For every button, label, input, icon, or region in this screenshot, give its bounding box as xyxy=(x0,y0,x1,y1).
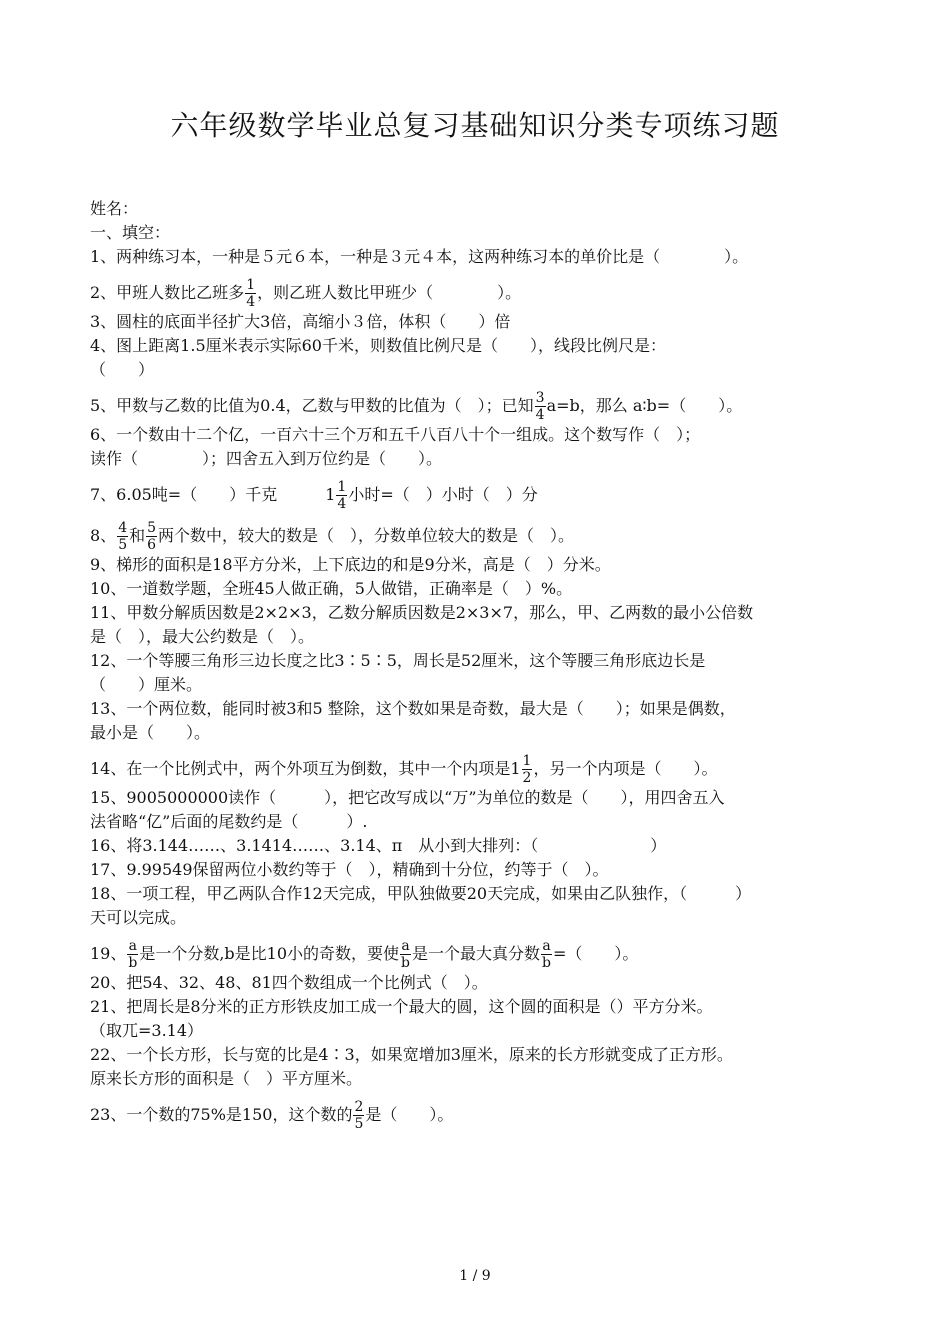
question-14-fraction xyxy=(522,753,533,786)
question-21-line-2: （取兀=3.14） xyxy=(90,1021,204,1040)
fraction-denominator: b xyxy=(542,955,551,971)
question-8-fraction-2 xyxy=(146,520,157,553)
question-13-line-1: 13、一个两位数，能同时被3和5 整除，这个数如果是奇数，最大是（ ）；如果是偶数， xyxy=(90,699,736,718)
question-11-line-1: 11、甲数分解质因数是2×2×3，乙数分解质因数是2×3×7，那么，甲、乙两数的最小公倍数 xyxy=(90,603,754,622)
fraction-numerator: 1 xyxy=(337,479,347,495)
fraction-numerator: 4 xyxy=(118,520,128,536)
question-17: 17、9.99549保留两位小数约等于（ ），精确到十分位，约等于（ ）。 xyxy=(90,860,609,879)
question-4-line-2: （ ） xyxy=(90,360,155,379)
question-10: 10、一道数学题，全班45人做正确，5人做错，正确率是（ ）%。 xyxy=(90,579,573,598)
question-4-line-1: 4、图上距离1.5厘米表示实际60千米，则数值比例尺是（ ），线段比例尺是： xyxy=(90,336,666,355)
fraction-numerator: a xyxy=(542,938,551,954)
question-7-text-post: 小时=（ ）小时（ ）分 xyxy=(348,485,538,504)
question-8-fraction-1 xyxy=(117,520,128,553)
fraction-denominator: 4 xyxy=(246,294,256,310)
question-5-fraction xyxy=(535,390,546,423)
question-19-text-pre: 19、 xyxy=(90,944,127,963)
question-19-fraction-2 xyxy=(400,938,411,971)
fraction-denominator: b xyxy=(401,955,411,971)
question-23-text-post: 是（ ）。 xyxy=(365,1105,454,1124)
fraction-numerator: a xyxy=(401,938,410,954)
question-2-text-post: ，则乙班人数比甲班少（ ）。 xyxy=(257,283,522,302)
question-23-text-pre: 23、一个数的75%是150，这个数的 xyxy=(90,1105,353,1124)
fraction-denominator: 2 xyxy=(522,770,532,786)
question-19-fraction-3 xyxy=(541,938,552,971)
question-22-line-2: 原来长方形的面积是（ ）平方厘米。 xyxy=(90,1069,363,1088)
fraction-numerator: 2 xyxy=(354,1099,364,1115)
name-label: 姓名： xyxy=(90,199,139,218)
question-19-text-post: =（ ）。 xyxy=(553,944,639,963)
question-7 xyxy=(90,479,880,512)
question-12-line-2: （ ）厘米。 xyxy=(90,675,203,694)
question-19-text-mid-2: 是一个最大真分数 xyxy=(412,944,541,963)
question-14-text-pre: 14、在一个比例式中，两个外项互为倒数，其中一个内项是1 xyxy=(90,759,521,778)
question-5-text-post: a=b，那么 a∶b=（ ）。 xyxy=(546,396,743,415)
question-15-line-2: 法省略“亿”后面的尾数约是（ ）. xyxy=(90,812,368,831)
question-7-fraction xyxy=(336,479,347,512)
fraction-denominator: 6 xyxy=(147,537,157,553)
fraction-denominator: 4 xyxy=(535,407,545,423)
question-2-text-pre: 2、甲班人数比乙班多 xyxy=(90,283,245,302)
fraction-numerator: a xyxy=(128,938,138,954)
question-8 xyxy=(90,520,880,553)
question-12-line-1: 12、一个等腰三角形三边长度之比3∶5∶5，周长是52厘米，这个等腰三角形底边长是 xyxy=(90,651,706,670)
question-15-line-1: 15、9005000000读作（ ），把它改写成以“万”为单位的数是（ ），用四舍五入 xyxy=(90,788,725,807)
question-19 xyxy=(90,938,880,971)
question-2 xyxy=(90,277,880,310)
question-16: 16、将3.144……、3.1414……、3.14、π 从小到大排列：（ ） xyxy=(90,836,667,855)
question-19-fraction-1 xyxy=(127,938,138,971)
question-8-text-mid: 和 xyxy=(129,526,146,545)
question-19-text-mid-1: 是一个分数,b是比10小的奇数，要使 xyxy=(139,944,400,963)
fraction-denominator: 4 xyxy=(337,496,347,512)
question-21-line-1: 21、把周长是8分米的正方形铁皮加工成一个最大的圆，这个圆的面积是（）平方分米。 xyxy=(90,997,713,1016)
section-heading: 一、填空： xyxy=(90,223,171,242)
question-5-text-pre: 5、甲数与乙数的比值为0.4，乙数与甲数的比值为（ ）；已知 xyxy=(90,396,534,415)
fraction-denominator: b xyxy=(128,955,138,971)
question-1: 1、两种练习本，一种是５元６本，一种是３元４本，这两种练习本的单价比是（ ）。 xyxy=(90,247,749,266)
fraction-denominator: 5 xyxy=(118,537,128,553)
question-20: 20、把54、32、48、81四个数组成一个比例式（ ）。 xyxy=(90,973,488,992)
question-14-text-post: ，另一个内项是（ ）。 xyxy=(533,759,718,778)
question-11-line-2: 是（ ），最大公约数是（ ）。 xyxy=(90,627,315,646)
question-13-line-2: 最小是（ ）。 xyxy=(90,723,211,742)
question-7-text-pre: 7、6.05吨=（ ）千克 1 xyxy=(90,485,336,504)
fraction-denominator: 5 xyxy=(354,1116,364,1132)
question-6-line-2: 读作（ ）；四舍五入到万位约是（ ）。 xyxy=(90,449,443,468)
question-22-line-1: 22、一个长方形，长与宽的比是4∶3，如果宽增加3厘米，原来的长方形就变成了正方形。 xyxy=(90,1045,733,1064)
question-9: 9、梯形的面积是18平方分米，上下底边的和是9分米，高是（ ）分米。 xyxy=(90,555,611,574)
page-number: 1 / 9 xyxy=(459,1268,491,1284)
question-18-line-1: 18、一项工程，甲乙两队合作12天完成，甲队独做要20天完成，如果由乙队独作，（ ） xyxy=(90,884,752,903)
question-2-fraction xyxy=(245,277,256,310)
fraction-numerator: 1 xyxy=(522,753,532,769)
question-14 xyxy=(90,753,880,786)
question-6-line-1: 6、一个数由十二个亿，一百六十三个万和五千八百八十个一组成。这个数写作（ ）； xyxy=(90,425,701,444)
question-23-fraction xyxy=(353,1099,364,1132)
exercise-body xyxy=(90,197,880,1132)
question-23 xyxy=(90,1099,880,1132)
question-5 xyxy=(90,390,880,423)
fraction-numerator: 5 xyxy=(147,520,157,536)
question-18-line-2: 天可以完成。 xyxy=(90,908,187,927)
fraction-numerator: 3 xyxy=(535,390,545,406)
fraction-numerator: 1 xyxy=(246,277,256,293)
question-3: 3、圆柱的底面半径扩大3倍，高缩小３倍，体积（ ）倍 xyxy=(90,312,511,331)
question-8-text-post: 两个数中，较大的数是（ ），分数单位较大的数是（ ）。 xyxy=(158,526,575,545)
question-8-text-pre: 8、 xyxy=(90,526,117,545)
page-title: 六年级数学毕业总复习基础知识分类专项练习题 xyxy=(170,109,780,142)
